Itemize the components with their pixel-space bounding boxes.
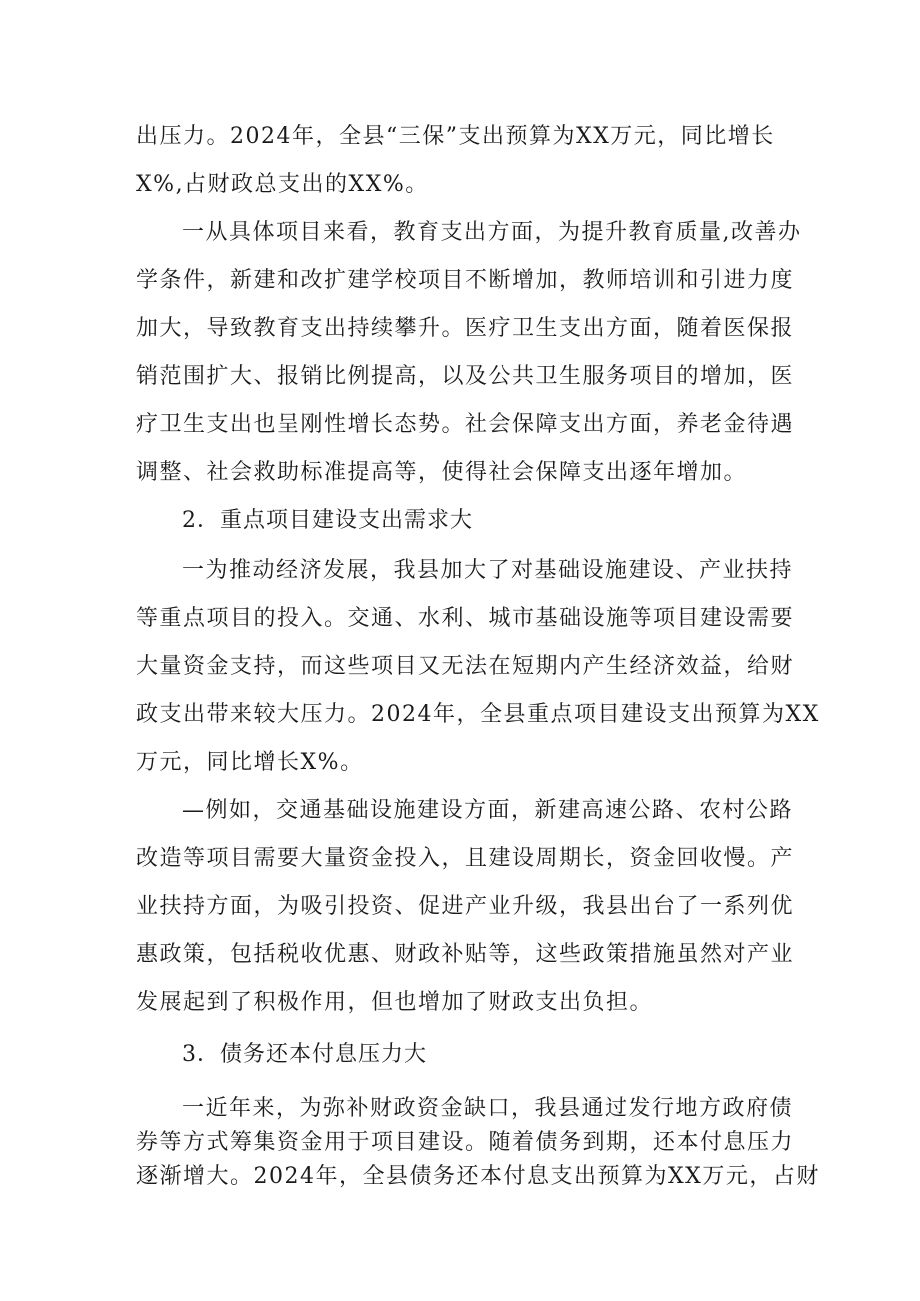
text-line: 大量资金支持，而这些项目又无法在短期内产生经济效益，给财 <box>136 654 795 679</box>
text-line: 出压力。2024年，全县“三保”支出预算为XX万元，同比增长 <box>136 124 775 149</box>
text-line: 政支出带来较大压力。2024年，全县重点项目建设支出预算为XX <box>136 702 820 727</box>
text-line: 学条件，新建和改扩建学校项目不断增加，教师培训和引进力度 <box>136 268 795 293</box>
section-heading: 2．重点项目建设支出需求大 <box>182 508 473 533</box>
text-line: 业扶持方面，为吸引投资、促进产业升级，我县出台了一系列优 <box>136 894 795 919</box>
text-line: 逐渐增大。2024年，全县债务还本付息支出预算为XX万元，占财 <box>136 1164 820 1189</box>
paragraph-start: 一为推动经济发展，我县加大了对基础设施建设、产业扶持 <box>182 558 794 583</box>
paragraph-start: —例如，交通基础设施建设方面，新建高速公路、农村公路 <box>182 798 794 823</box>
text-line: X%,占财政总支出的XX%。 <box>136 172 429 197</box>
text-line: 加大，导致教育支出持续攀升。医疗卫生支出方面，随着医保报 <box>136 316 795 341</box>
section-heading: 3．债务还本付息压力大 <box>182 1042 427 1067</box>
text-line: 调整、社会救助标准提高等，使得社会保障支出逐年增加。 <box>136 460 748 485</box>
text-line: 疗卫生支出也呈刚性增长态势。社会保障支出方面，养老金待遇 <box>136 412 795 437</box>
text-line: 万元，同比增长X%。 <box>136 750 364 775</box>
text-line: 等重点项目的投入。交通、水利、城市基础设施等项目建设需要 <box>136 606 795 631</box>
paragraph-start: 一近年来，为弥补财政资金缺口，我县通过发行地方政府债 <box>182 1096 794 1121</box>
paragraph-start: 一从具体项目来看，教育支出方面，为提升教育质量,改善办 <box>182 220 802 245</box>
text-line: 发展起到了积极作用，但也增加了财政支出负担。 <box>136 990 654 1015</box>
text-line: 惠政策，包括税收优惠、财政补贴等，这些政策措施虽然对产业 <box>136 942 795 967</box>
text-line: 改造等项目需要大量资金投入，且建设周期长，资金回收慢。产 <box>136 846 795 871</box>
text-line: 券等方式筹集资金用于项目建设。随着债务到期，还本付息压力 <box>136 1130 795 1155</box>
text-line: 销范围扩大、报销比例提高，以及公共卫生服务项目的增加，医 <box>136 364 795 389</box>
